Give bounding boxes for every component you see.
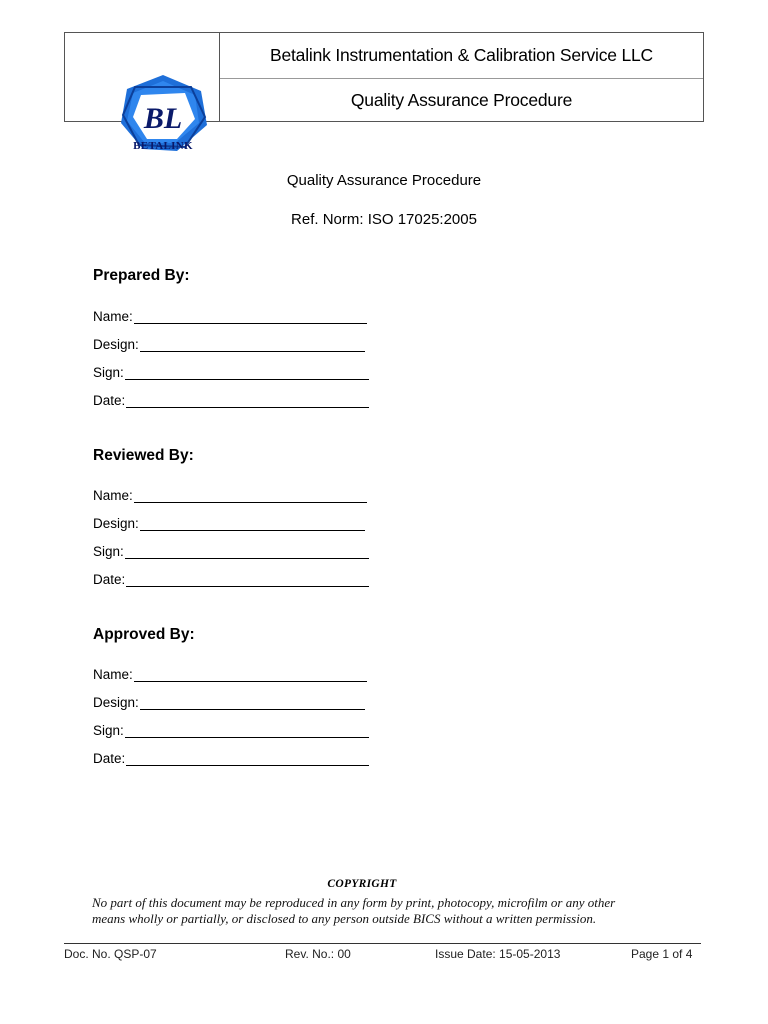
approved-date-field[interactable]: [93, 748, 369, 766]
field-blank[interactable]: [134, 489, 367, 503]
reference-norm: Ref. Norm: ISO 17025:2005: [291, 211, 477, 228]
prepared-sign-field[interactable]: [93, 362, 369, 380]
copyright-line: means wholly or partially, or disclosed to any person outside BICS without a written permission.: [92, 911, 597, 926]
prepared-design-field[interactable]: [93, 334, 365, 352]
field-label: Sign:: [93, 544, 124, 559]
footer-divider: [64, 943, 701, 944]
footer-doc-no: Doc. No. QSP-07: [64, 947, 157, 961]
reviewed-by-heading: Reviewed By:: [93, 447, 194, 464]
field-blank[interactable]: [134, 668, 367, 682]
prepared-by-heading: Prepared By:: [93, 267, 190, 284]
field-label: Name:: [93, 667, 133, 682]
prepared-date-field[interactable]: [93, 390, 369, 408]
field-blank[interactable]: [125, 545, 369, 559]
approved-name-field[interactable]: [93, 664, 367, 682]
approved-design-field[interactable]: [93, 692, 365, 710]
document-title: Quality Assurance Procedure: [286, 172, 482, 189]
field-blank[interactable]: [134, 310, 367, 324]
reviewed-name-field[interactable]: [93, 485, 367, 503]
header-title: Quality Assurance Procedure: [350, 89, 573, 110]
approved-by-heading: Approved By:: [93, 626, 195, 643]
reviewed-sign-field[interactable]: [93, 541, 369, 559]
field-label: Design:: [93, 516, 139, 531]
copyright-notice: [92, 895, 692, 927]
copyright-title: COPYRIGHT: [327, 878, 397, 890]
logo-caption: BETALINK: [133, 140, 193, 152]
field-label: Sign:: [93, 365, 124, 380]
field-blank[interactable]: [140, 696, 365, 710]
reviewed-date-field[interactable]: [93, 569, 369, 587]
field-label: Date:: [93, 751, 126, 766]
prepared-name-field[interactable]: [93, 306, 367, 324]
field-blank[interactable]: [126, 573, 369, 587]
approved-sign-field[interactable]: [93, 720, 369, 738]
logo-letters: BL: [143, 102, 183, 135]
field-blank[interactable]: [126, 394, 369, 408]
field-blank[interactable]: [140, 517, 365, 531]
field-label: Design:: [93, 695, 139, 710]
footer-page-number: Page 1 of 4: [631, 947, 693, 961]
reviewed-design-field[interactable]: [93, 513, 365, 531]
company-name: Betalink Instrumentation & Calibration Service LLC: [220, 33, 703, 79]
footer-rev-no: Rev. No.: 00: [285, 947, 351, 961]
footer-issue-date: Issue Date: 15-05-2013: [435, 947, 561, 961]
field-label: Name:: [93, 309, 133, 324]
copyright-line: No part of this document may be reproduced in any form by print, photocopy, microfilm or any other: [92, 895, 616, 910]
field-label: Name:: [93, 488, 133, 503]
field-label: Date:: [93, 393, 126, 408]
field-label: Sign:: [93, 723, 124, 738]
field-blank[interactable]: [125, 724, 369, 738]
field-label: Design:: [93, 337, 139, 352]
field-blank[interactable]: [125, 366, 369, 380]
field-blank[interactable]: [140, 338, 365, 352]
field-blank[interactable]: [126, 752, 369, 766]
field-label: Date:: [93, 572, 126, 587]
